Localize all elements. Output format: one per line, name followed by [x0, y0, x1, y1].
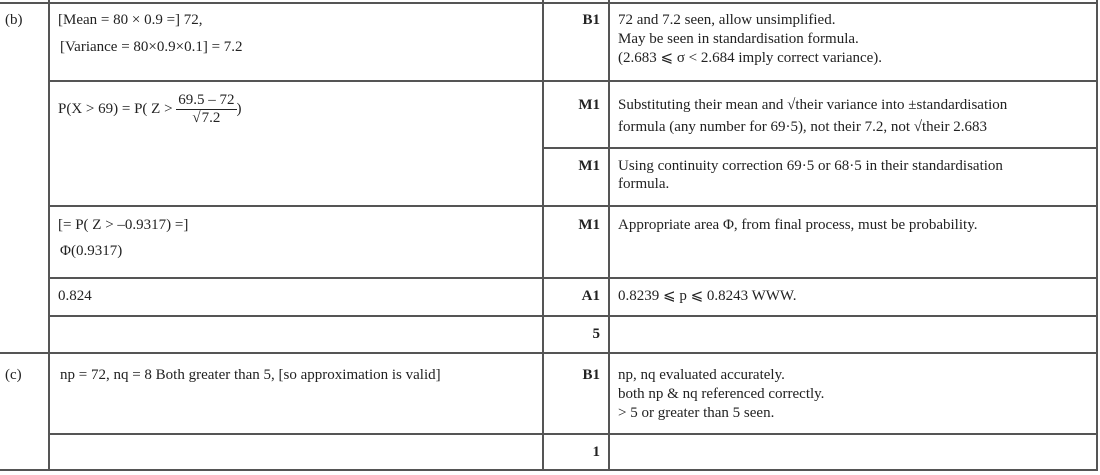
guidance-line: Appropriate area Φ, from final process, must be probability.	[618, 217, 978, 233]
mark-b1: B1	[582, 12, 600, 28]
table-bottom-border	[0, 469, 1098, 471]
answer-standardisation	[58, 92, 242, 127]
mark-a1: A1	[581, 288, 600, 304]
sqrt-radicand: 7.2	[201, 110, 221, 126]
col-divider-answer	[542, 0, 544, 471]
answer-prefix: P(X > 69) = P( Z >	[58, 100, 173, 117]
guidance-line: 0.8239 ⩽ p ⩽ 0.8243 WWW.	[618, 288, 797, 304]
guidance-line: Using continuity correction 69·5 or 68·5 in their standardisation	[618, 158, 1003, 174]
part-label-c: (c)	[5, 367, 22, 383]
part-divider	[0, 352, 1098, 354]
guidance-line: 72 and 7.2 seen, allow unsimplified.	[618, 12, 836, 28]
standardisation-fraction	[176, 92, 236, 127]
part-label-b: (b)	[5, 12, 23, 28]
row-divider	[49, 205, 1098, 207]
row-divider	[49, 315, 1098, 317]
table-top-border	[0, 2, 1098, 4]
mark-total-b: 5	[592, 326, 600, 342]
guidance-line: May be seen in standardisation formula.	[618, 31, 859, 47]
row-divider	[49, 433, 1098, 435]
answer-variance-line: [Variance = 80×0.9×0.1] = 7.2	[60, 39, 243, 55]
guidance-line: (2.683 ⩽ σ < 2.684 imply correct variance).	[618, 50, 883, 66]
table-right-border	[1096, 0, 1098, 471]
col-divider-label	[48, 0, 50, 471]
guidance-line: formula (any number for 69·5), not their 7.2, not √their 2.683	[618, 119, 987, 135]
row-divider	[49, 277, 1098, 279]
guidance-line: formula.	[618, 176, 670, 192]
row-divider-partial	[543, 147, 1098, 149]
mark-m1: M1	[578, 217, 600, 233]
guidance-line: > 5 or greater than 5 seen.	[618, 405, 775, 421]
fraction-denominator: √7.2	[192, 110, 221, 126]
answer-mean-line: [Mean = 80 × 0.9 =] 72,	[58, 12, 203, 28]
col-divider-mark	[608, 0, 610, 471]
answer-phi-value: Φ(0.9317)	[60, 243, 123, 259]
guidance-line: both np & nq referenced correctly.	[618, 386, 825, 402]
row-divider	[49, 80, 1098, 82]
guidance-line: np, nq evaluated accurately.	[618, 367, 785, 383]
mark-b1: B1	[582, 367, 600, 383]
mark-m1: M1	[578, 158, 600, 174]
fraction-numerator: 69.5 – 72	[178, 92, 235, 108]
mark-m1: M1	[578, 97, 600, 113]
answer-z-probability: [= P( Z > –0.9317) =]	[58, 217, 189, 233]
mark-total-c: 1	[592, 444, 600, 460]
answer-np-nq: np = 72, nq = 8 Both greater than 5, [so approximation is valid]	[60, 367, 441, 383]
answer-final-value: 0.824	[58, 288, 92, 304]
answer-suffix: )	[236, 100, 242, 117]
guidance-line: Substituting their mean and √their variance into ±standardisation	[618, 97, 1008, 113]
